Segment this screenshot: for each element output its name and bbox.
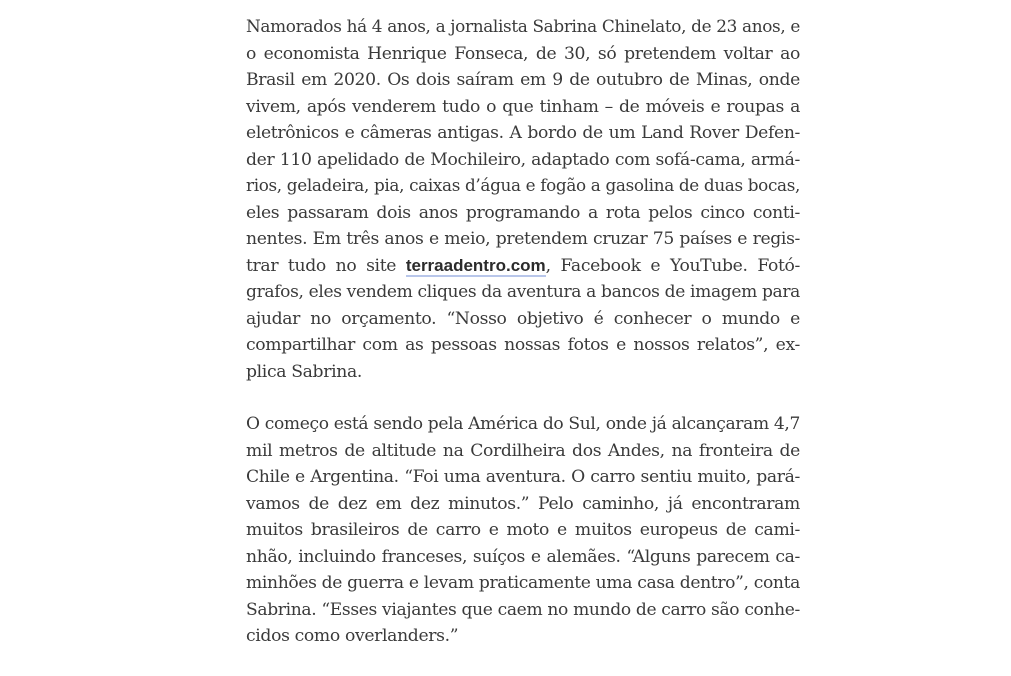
text-line: minhões de guerra e levam praticamente uma casa dentro”, conta (246, 573, 800, 593)
terraadentro-link[interactable]: terraadentro.com (405, 255, 546, 275)
text-line: grafos, eles vendem cliques da aventura a bancos de imagem para (246, 282, 800, 302)
text-line: Chile e Argentina. “Foi uma aventura. O carro sentiu muito, pará- (246, 467, 800, 487)
text-line: rios, geladeira, pia, caixas d’água e fogão a gasolina de duas bocas, (246, 176, 800, 196)
text-line: Brasil em 2020. Os dois saíram em 9 de outubro de Minas, onde (246, 70, 800, 90)
text-line: cidos como overlanders.” (246, 626, 459, 646)
text-line: eles passaram dois anos programando a rota pelos cinco conti- (246, 202, 800, 223)
text-line: nhão, incluindo franceses, suíços e alemães. “Alguns parecem ca- (246, 546, 800, 567)
link-prefix-text: trar tudo no site (246, 255, 406, 276)
text-line: mil metros de altitude na Cordilheira dos Andes, na fronteira de (246, 440, 800, 461)
text-line: O começo está sendo pela América do Sul, onde já alcançaram 4,7 (246, 414, 800, 434)
paragraph-2 (246, 411, 800, 650)
text-line-with-link (246, 253, 800, 280)
text-line: compartilhar com as pessoas nossas fotos e nossos relatos”, ex- (246, 335, 800, 355)
text-line: eletrônicos e câmeras antigas. A bordo de um Land Rover Defen- (246, 123, 800, 143)
text-line: vamos de dez em dez minutos.” Pelo caminho, já encontraram (246, 493, 800, 514)
text-line: o economista Henrique Fonseca, de 30, só pretendem voltar ao (246, 43, 800, 64)
article-body (246, 14, 800, 676)
paragraph-1 (246, 14, 800, 385)
link-suffix-text: , Facebook e YouTube. Fotó- (545, 255, 800, 276)
text-line: nentes. Em três anos e meio, pretendem cruzar 75 países e regis- (246, 229, 800, 249)
text-line: Sabrina. “Esses viajantes que caem no mundo de carro são conhe- (246, 599, 800, 620)
text-line: der 110 apelidado de Mochileiro, adaptado com sofá-cama, armá- (246, 149, 800, 170)
text-line: plica Sabrina. (246, 361, 362, 382)
text-line: vivem, após venderem tudo o que tinham – de móveis e roupas a (246, 96, 800, 117)
text-line: Namorados há 4 anos, a jornalista Sabrina Chinelato, de 23 anos, e (246, 17, 800, 37)
text-line: ajudar no orçamento. “Nosso objetivo é conhecer o mundo e (246, 308, 800, 329)
text-line: muitos brasileiros de carro e moto e muitos europeus de cami- (246, 520, 800, 540)
